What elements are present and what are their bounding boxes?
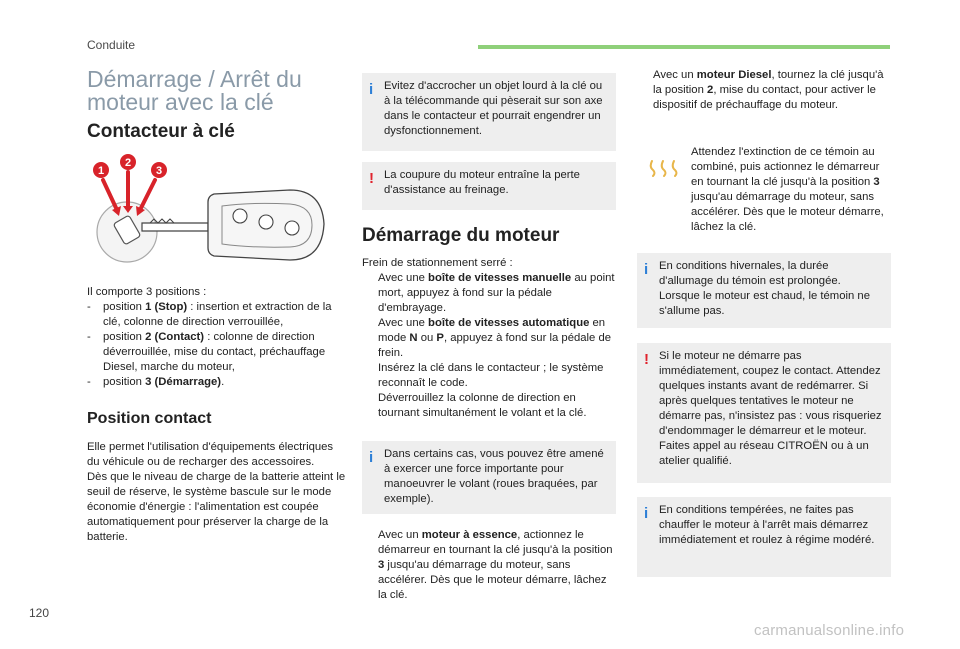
- info-icon: i: [644, 261, 649, 278]
- position-contact-p1: Elle permet l'utilisation d'équipements électriques du véhicule ou de recharger des accessoires.: [87, 441, 334, 468]
- section-label: Conduite: [87, 38, 136, 52]
- text-bold: 2: [707, 84, 714, 96]
- callout-2: 2: [124, 157, 132, 169]
- text: : insertion et extraction de la clé, colonne de direction verrouillée,: [103, 301, 332, 328]
- step-item: [362, 391, 616, 421]
- step-item: [362, 361, 616, 391]
- text: ou: [417, 332, 437, 344]
- text-bold: N: [409, 332, 418, 344]
- preheating-glow-plug-icon: [648, 158, 678, 178]
- step-item: [362, 528, 618, 603]
- essence-step: [362, 528, 618, 603]
- info-box-steering: [362, 441, 616, 514]
- position-item: [87, 300, 347, 330]
- page-title: Démarrage / Arrêt du moteur avec la clé: [87, 66, 302, 115]
- glow-plug-text: [691, 145, 891, 235]
- text: position: [103, 331, 146, 343]
- position-contact-text: [87, 440, 347, 545]
- info-box-temperate: [637, 497, 891, 577]
- info-icon: i: [369, 449, 374, 466]
- info-box-key-weight: [362, 73, 616, 151]
- diesel-step: [637, 68, 891, 113]
- dash-mark: -: [87, 376, 91, 388]
- text-bold: 3 (Démarrage): [145, 376, 222, 388]
- info-icon: i: [644, 505, 649, 522]
- section-bar: [478, 45, 890, 49]
- warning-box-brake: [362, 162, 616, 210]
- info-icon: i: [369, 81, 374, 98]
- heading-position-contact: Position contact: [87, 410, 212, 427]
- dash-mark: -: [87, 331, 91, 343]
- warning-box-no-start: [637, 343, 891, 483]
- text-bold: 2 (Contact): [145, 331, 205, 343]
- text: , mise du contact, pour activer le dispositif de préchauffage du moteur.: [653, 84, 876, 111]
- callout-1: 1: [97, 165, 105, 177]
- text: Avec une: [378, 272, 429, 284]
- text: Avec une: [378, 317, 429, 329]
- dash-mark: -: [87, 301, 91, 313]
- text-bold: 3: [873, 176, 880, 188]
- text: position: [103, 376, 146, 388]
- text-bold: boîte de vitesses automatique: [428, 317, 590, 329]
- step-item: [637, 68, 891, 113]
- text: .: [221, 376, 225, 388]
- positions-intro: Il comporte 3 positions :: [87, 286, 207, 298]
- text: , tournez la clé jusqu'à la position: [653, 69, 884, 96]
- info-box-winter: [637, 253, 891, 328]
- warning-text: Si le moteur ne démarre pas immédiatement, coupez le contact. Attendez quelques instants avant de redémarrer. Si après quelques tentatives le moteur ne démarre pas, n'insistez pas : vous risqueriez d'endommager le démarreur et le moteur. Faites appel au réseau CITROËN ou à un atelier qualifié.: [659, 350, 882, 467]
- heading-demarrage: Démarrage du moteur: [362, 225, 560, 246]
- text: , actionnez le démarreur en tournant la clé jusqu'à la position: [378, 529, 613, 556]
- text: : colonne de direction déverrouillée, mise du contact, préchauffage Diesel, marche du moteur,: [103, 331, 326, 373]
- text: Déverrouillez la colonne de direction en tournant simultanément le volant et la clé.: [378, 392, 587, 419]
- text: Insérez la clé dans le contacteur ; le système reconnaît le code.: [378, 362, 604, 389]
- info-text: En conditions hivernales, la durée d'allumage du témoin est prolongée. Lorsque le moteur est chaud, le témoin ne s'allume pas.: [659, 260, 871, 317]
- warning-icon: !: [644, 351, 649, 368]
- warning-icon: !: [369, 170, 374, 187]
- text: Attendez l'extinction de ce témoin au combiné, puis actionnez le démarreur en tournant la clé jusqu'à la position: [691, 146, 880, 188]
- text: position: [103, 301, 146, 313]
- position-item: [87, 375, 347, 390]
- info-text: En conditions tempérées, ne faites pas chauffer le moteur à l'arrêt mais démarrez immédiatement et roulez à régime modéré.: [659, 504, 875, 546]
- text-bold: 1 (Stop): [145, 301, 188, 313]
- text-bold: moteur Diesel: [696, 69, 772, 81]
- warning-text: La coupure du moteur entraîne la perte d'assistance au freinage.: [384, 169, 580, 196]
- text: jusqu'au démarrage du moteur, sans accélérer. Dès que le moteur démarre, lâchez la clé.: [691, 191, 884, 233]
- demarrage-intro: Frein de stationnement serré :: [362, 257, 513, 269]
- text: en mode: [378, 317, 606, 344]
- page-number: 120: [29, 606, 50, 620]
- key-ignition-illustration: [90, 150, 340, 278]
- text: , appuyez à fond sur la pédale de frein.: [378, 332, 612, 359]
- step-item: [362, 316, 616, 361]
- text-bold: boîte de vitesses manuelle: [428, 272, 572, 284]
- text-bold: 3: [378, 559, 385, 571]
- info-text: Dans certains cas, vous pouvez être amené à exercer une force importante pour manoeuvrer le volant (roues braquées, par exemple).: [384, 448, 604, 505]
- text: Avec un: [653, 69, 697, 81]
- text-bold: P: [436, 332, 444, 344]
- watermark: carmanualsonline.info: [754, 622, 905, 639]
- info-text: Evitez d'accrocher un objet lourd à la clé ou à la télécommande qui pèserait sur son axe dans le contacteur et pourrait engendrer un dysfonctionnement.: [384, 80, 603, 137]
- demarrage-steps: [362, 256, 616, 421]
- text: jusqu'au démarrage du moteur, sans accélérer. Dès que le moteur démarre, lâchez la clé.: [378, 559, 607, 601]
- positions-list: [87, 285, 347, 390]
- text: au point mort, appuyez à fond sur la pédale d'embrayage.: [378, 272, 615, 314]
- callout-3: 3: [155, 165, 163, 177]
- text-bold: moteur à essence: [421, 529, 518, 541]
- step-item: [362, 271, 616, 316]
- position-item: [87, 330, 347, 375]
- text: Avec un: [378, 529, 422, 541]
- heading-contacteur: Contacteur à clé: [87, 121, 235, 142]
- position-contact-p2: Dès que le niveau de charge de la batterie atteint le seuil de réserve, le système bascule sur le mode économie d'énergie : l'alimentation est coupée automatiquement pour préserver la charge de la batterie.: [87, 471, 346, 543]
